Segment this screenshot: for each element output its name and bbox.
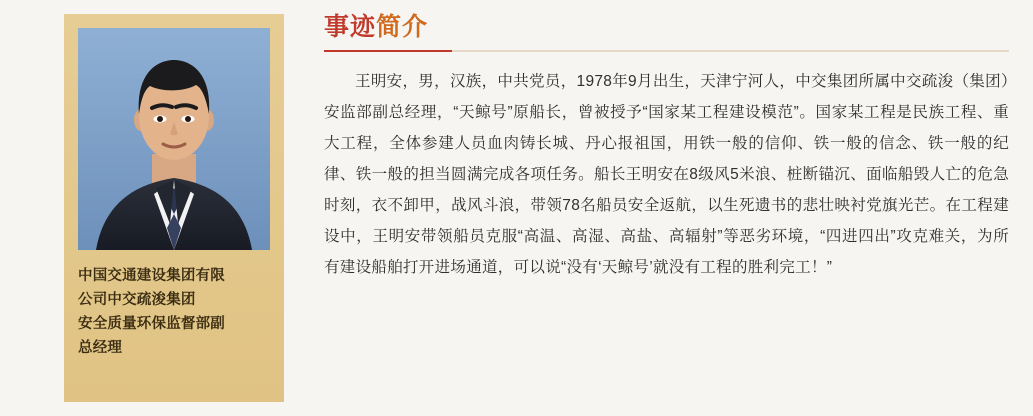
profile-caption <box>78 264 270 360</box>
profile-caption-line: 公司中交疏浚集团 <box>78 292 196 308</box>
page-title <box>324 14 428 42</box>
heading-divider <box>324 50 1009 52</box>
body-paragraph: 王明安，男，汉族，中共党员，1978年9月出生，天津宁河人，中交集团所属中交疏浚（集团）安监部副总经理，“天鲸号”原船长，曾被授予“国家某工程建设模范”。国家某工程是民族工程、重大工程，全体参建人员血肉铸长城、丹心报祖国，用铁一般的信仰、铁一般的信念、铁一般的纪律、铁一般的担当圆满完成各项任务。船长王明安在8级风5米浪、桩断锚沉、面临船毁人亡的危急时刻，衣不卸甲，战风斗浪，带领78名船员安全返航，以生死遗书的悲壮映衬党旗光芒。在工程建设中，王明安带领船员克服“高温、高湿、高盐、高辐射”等恶劣环境，“四进四出”攻克难关，为所有建设船舶打开进场通道，可以说“没有‘天鲸号’就没有工程的胜利完工！” <box>324 72 1009 276</box>
page-title-part-b: 简介 <box>376 13 429 41</box>
section-heading <box>324 14 1009 52</box>
profile-panel <box>64 14 284 402</box>
profile-caption-line: 中国交通建设集团有限 <box>78 268 225 284</box>
portrait-photo <box>78 28 270 250</box>
profile-caption-line: 总经理 <box>78 340 123 356</box>
profile-caption-line: 安全质量环保监督部副 <box>78 316 225 332</box>
content-panel <box>284 0 1033 416</box>
page-title-part-a: 事迹 <box>324 13 377 41</box>
